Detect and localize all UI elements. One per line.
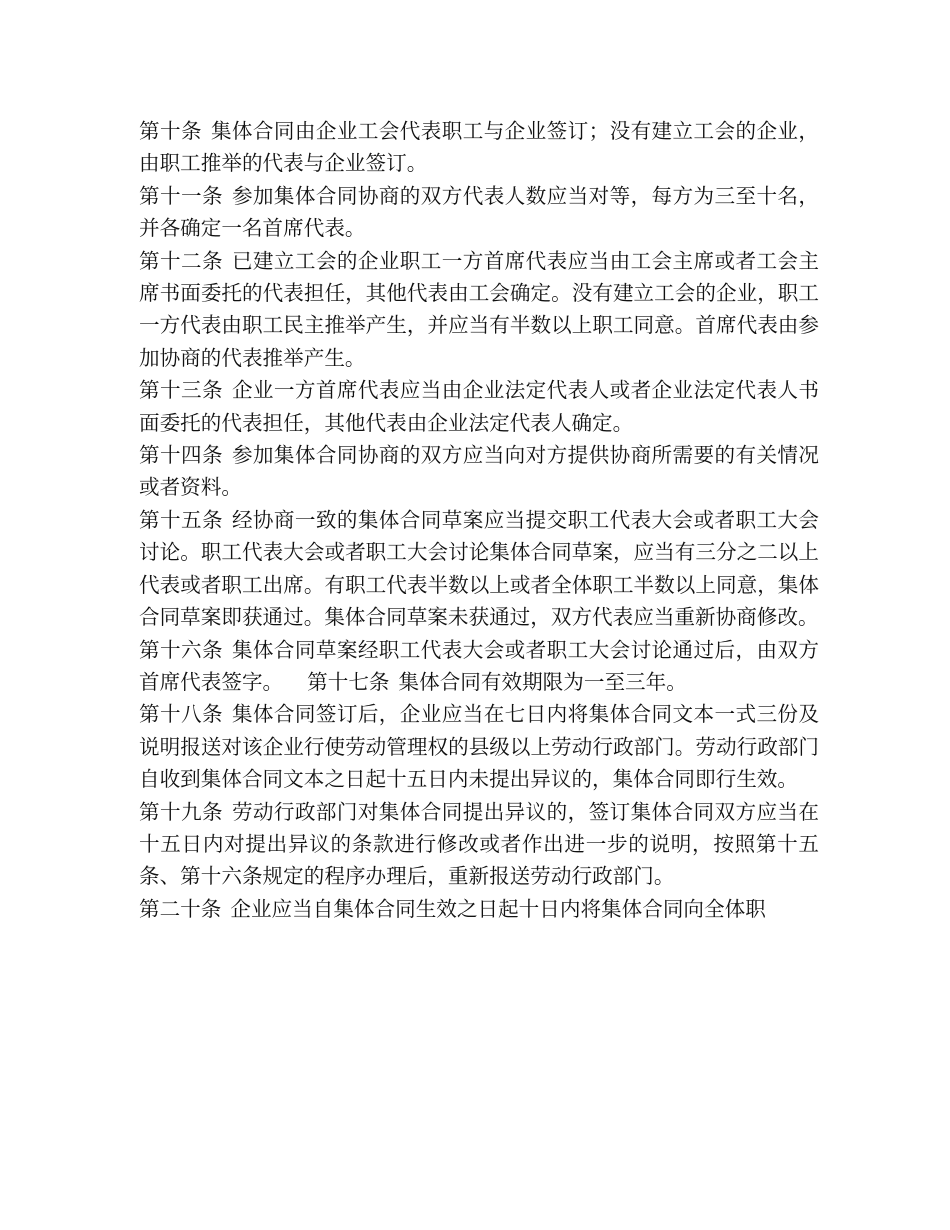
article-number: 第十八条 (139, 702, 223, 727)
article-number: 第十七条 (307, 669, 390, 694)
article-number: 第十九条 (139, 799, 223, 824)
article-12 (139, 245, 819, 375)
article-text: 企业应当自集体合同生效之日起十日内将集体合同向全体职 (230, 896, 766, 921)
article-11 (139, 180, 819, 245)
document-body (139, 115, 819, 925)
article-text: 参加集体合同协商的双方代表人数应当对等，每方为三至十名，并各确定一名首席代表。 (139, 183, 820, 241)
article-number: 第十一条 (139, 183, 223, 208)
article-number: 第十四条 (139, 443, 223, 468)
article-number: 第十三条 (139, 378, 223, 403)
article-text: 集体合同草案经职工代表大会或者职工大会讨论通过后，由双方首席代表签字。 (139, 637, 820, 694)
article-15 (139, 504, 819, 634)
article-text: 企业一方首席代表应当由企业法定代表人或者企业法定代表人书面委托的代表担任，其他代表由企业法定代表人确定。 (139, 378, 820, 435)
article-text: 已建立工会的企业职工一方首席代表应当由工会主席或者工会主席书面委托的代表担任，其他代表由工会确定。没有建立工会的企业，职工一方代表由职工民主推举产生，并应当有半数以上职工同意。首席代表由参加协商的代表推举产生。 (139, 248, 820, 370)
article-number: 第二十条 (139, 896, 222, 921)
article-number: 第十二条 (139, 248, 223, 273)
article-number: 第十条 (139, 119, 202, 143)
article-20 (139, 893, 819, 925)
article-text: 集体合同签订后，企业应当在七日内将集体合同文本一式三份及说明报送对该企业行使劳动管理权的县级以上劳动行政部门。劳动行政部门自收到集体合同文本之日起十五日内未提出异议的，集体合同即行生效。 (139, 702, 820, 792)
article-10 (139, 115, 819, 180)
article-text: 劳动行政部门对集体合同提出异议的，签订集体合同双方应当在十五日内对提出异议的条款进行修改或者作出进一步的说明，按照第十五条、第十六条规定的程序办理后，重新报送劳动行政部门。 (139, 799, 820, 889)
article-text: 集体合同由企业工会代表职工与企业签订；没有建立工会的企业，由职工推举的代表与企业签订。 (139, 119, 820, 176)
article-14 (139, 439, 819, 504)
article-text: 经协商一致的集体合同草案应当提交职工代表大会或者职工大会讨论。职工代表大会或者职工大会讨论集体合同草案，应当有三分之二以上代表或者职工出席。有职工代表半数以上或者全体职工半数以上同意，集体合同草案即获通过。集体合同草案未获通过，双方代表应当重新协商修改。 (139, 507, 820, 630)
article-number: 第十六条 (139, 637, 223, 662)
article-16-17 (139, 634, 819, 699)
article-13 (139, 374, 819, 439)
article-number: 第十五条 (139, 507, 223, 532)
article-19 (139, 796, 819, 893)
article-text: 集体合同有效期限为一至三年。 (398, 669, 687, 694)
article-text: 参加集体合同协商的双方应当向对方提供协商所需要的有关情况或者资料。 (139, 443, 820, 500)
article-18 (139, 698, 819, 795)
